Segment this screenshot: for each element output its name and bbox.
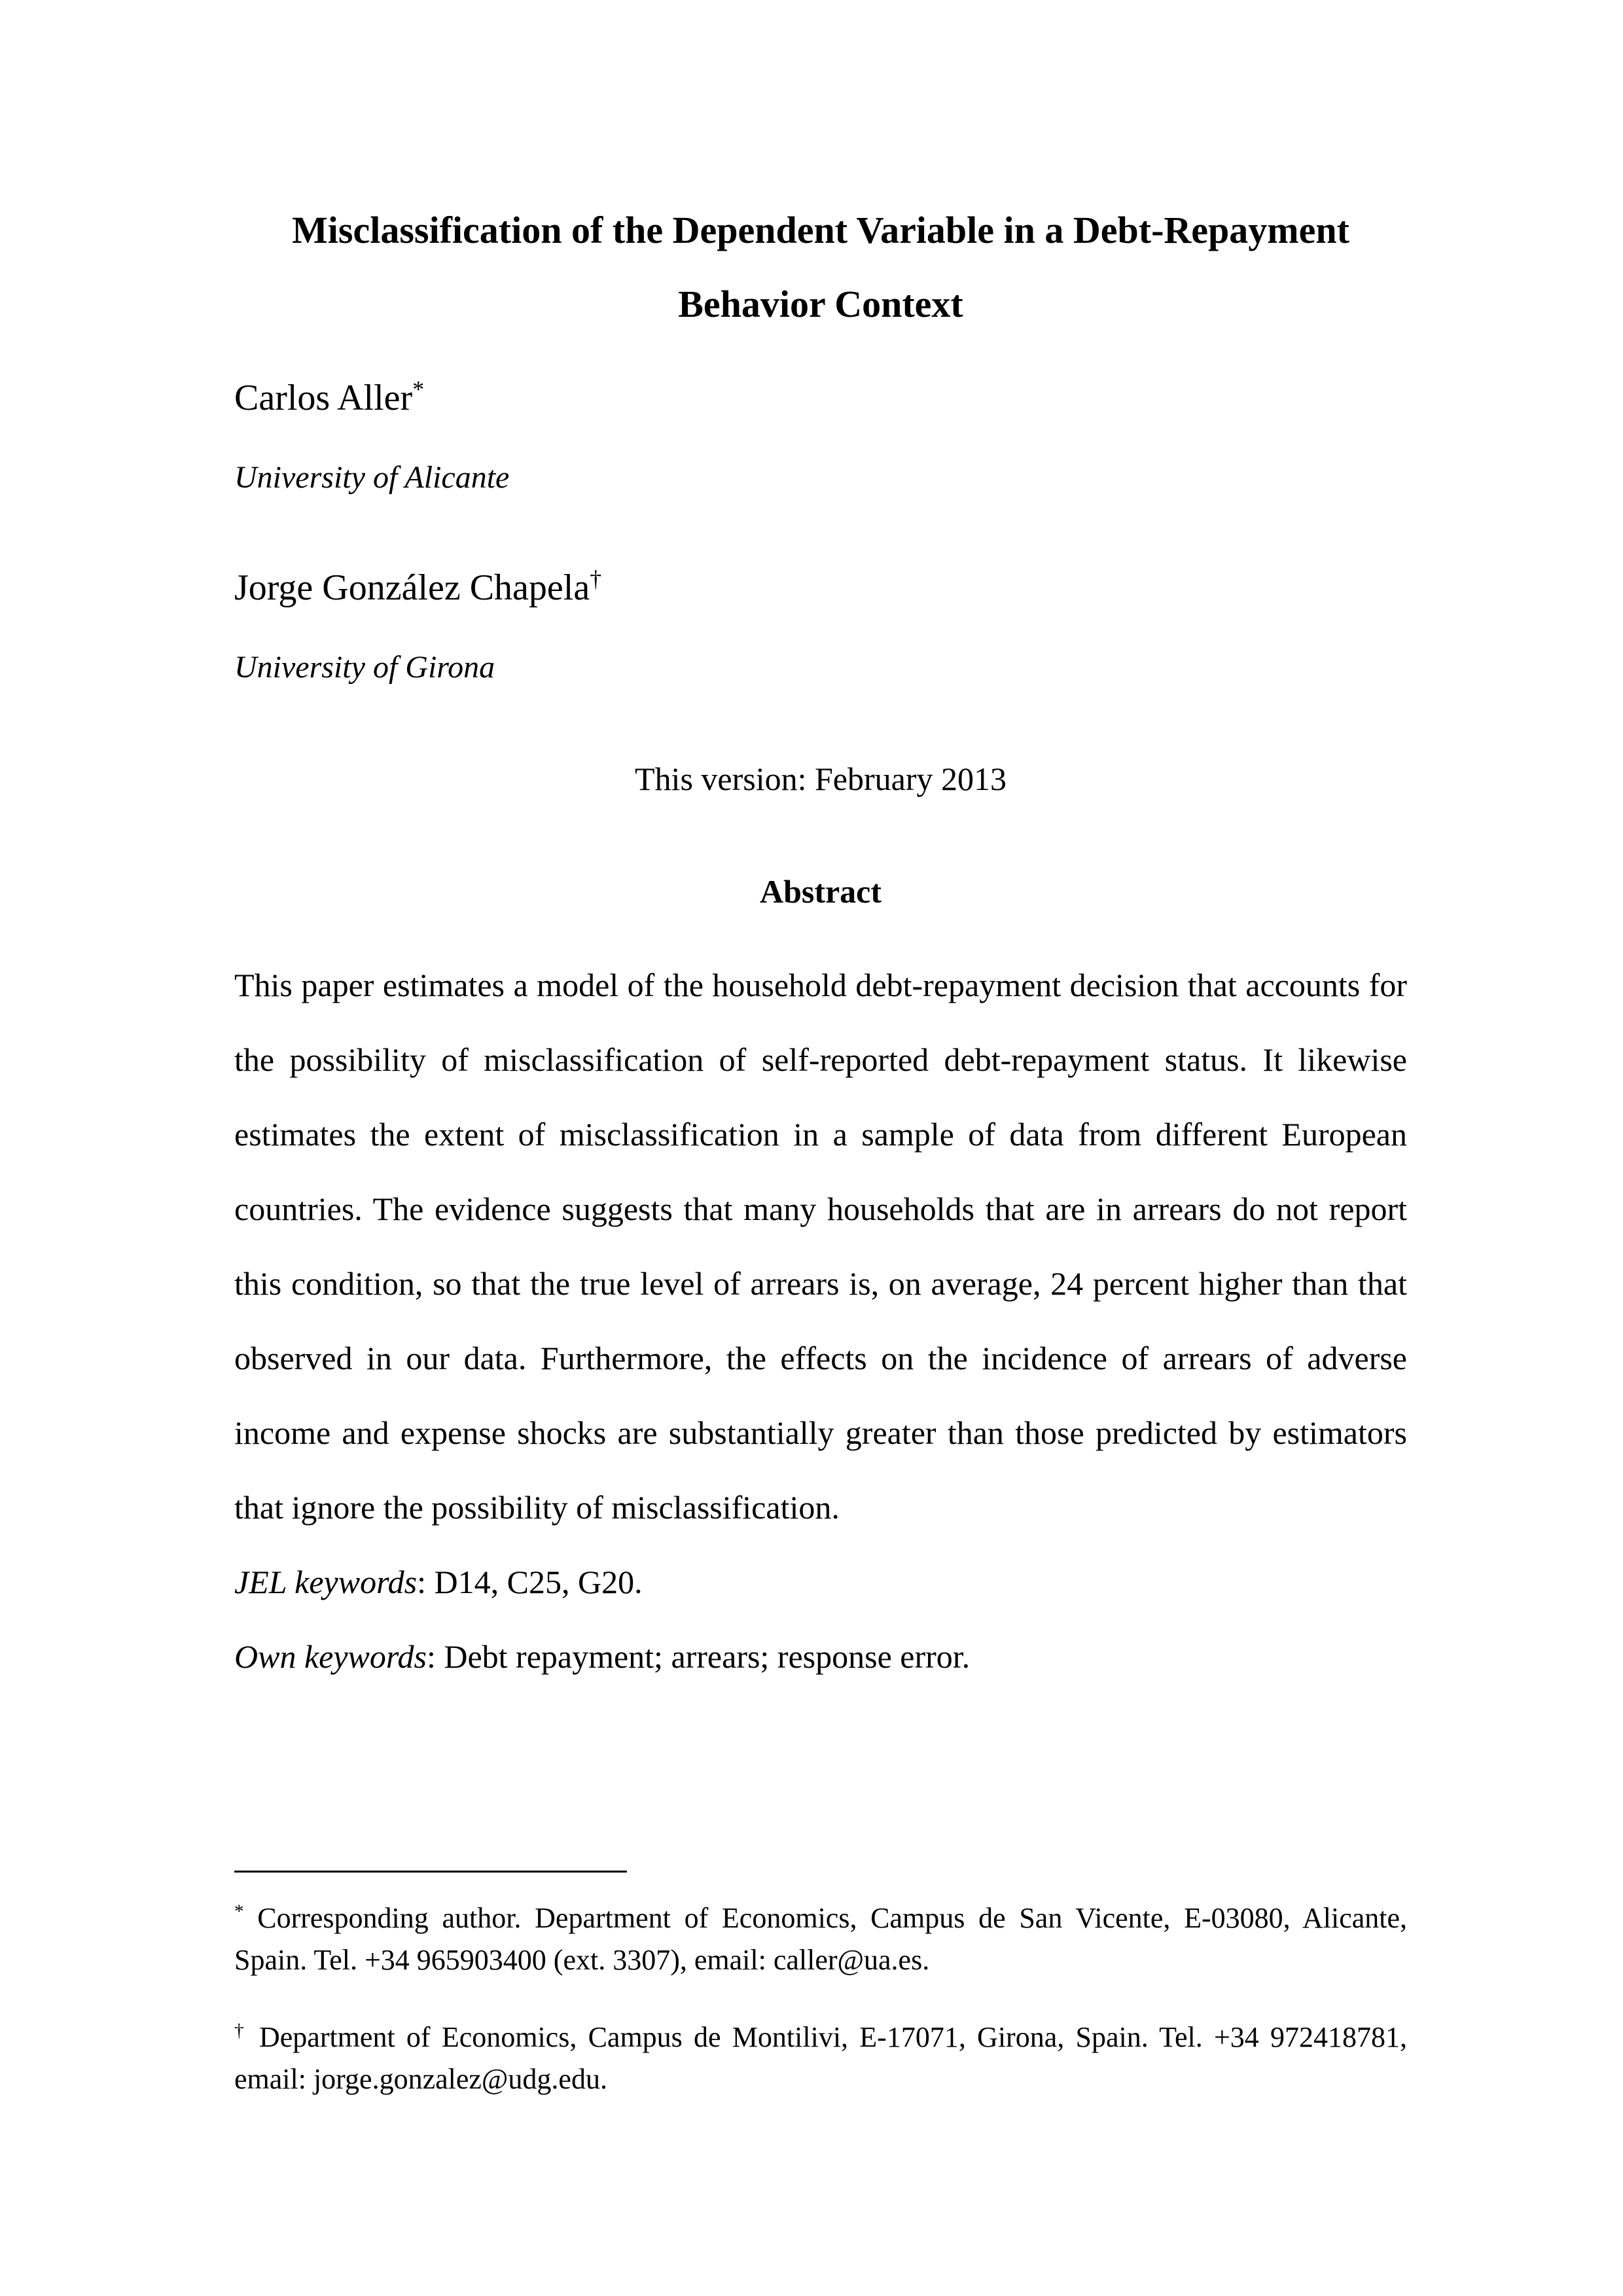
footnote-2 (234, 2017, 1407, 2100)
author-1-name (234, 375, 1407, 421)
footnote-2-marker: † (234, 2020, 248, 2041)
own-keywords-label: Own keywords (234, 1638, 427, 1676)
own-keywords-line (234, 1619, 1407, 1694)
author-2-name-text: Jorge González Chapela (234, 567, 590, 608)
footnote-1-marker: * (234, 1901, 244, 1922)
paper-title (234, 193, 1407, 341)
abstract-text: This paper estimates a model of the household debt-repayment decision that accounts for the possibility of misclassification of self-reported debt-repayment status. It likewise estimates the extent of misclassification in a sample of data from different European countries. The evidence suggests that many households that are in arrears do not report this condition, so that the true level of arrears is, on average, 24 percent higher than that observed in our data. Furthermore, the effects on the incidence of arrears of adverse income and expense shocks are substantially greater than those predicted by estimators that ignore the possibility of misclassification. (234, 967, 1407, 1526)
footnote-1 (234, 1897, 1407, 1981)
footnote-1-text: Corresponding author. Department of Economics, Campus de San Vicente, E-03080, Alicante, Spain. Tel. +34 965903400 (ext. 3307), email: caller@ua.es. (234, 1902, 1408, 1976)
author-2-footnote-marker: † (590, 565, 602, 592)
jel-keywords-line (234, 1545, 1407, 1619)
footnotes-section (234, 1871, 1407, 2136)
author-block-1 (234, 375, 1407, 497)
author-2-affiliation: University of Girona (234, 649, 495, 685)
paper-title-line1: Misclassification of the Dependent Variable in a Debt-Repayment (292, 209, 1349, 251)
author-block-2 (234, 565, 1407, 687)
jel-keywords-label: JEL keywords (234, 1564, 418, 1601)
abstract-heading: Abstract (759, 873, 882, 910)
author-2-name (234, 565, 1407, 611)
author-1-footnote-marker: * (412, 376, 425, 403)
jel-keywords-values: : D14, C25, G20. (417, 1564, 643, 1601)
paper-title-line2: Behavior Context (678, 283, 963, 325)
footnote-separator-rule (234, 1871, 627, 1873)
author-1-affiliation: University of Alicante (234, 460, 510, 495)
version-line: This version: February 2013 (635, 761, 1007, 798)
footnote-2-text: Department of Economics, Campus de Montilivi, E-17071, Girona, Spain. Tel. +34 972418781, email: jorge.gonzalez@udg.edu. (234, 2021, 1408, 2095)
own-keywords-values: : Debt repayment; arrears; response error. (426, 1638, 971, 1676)
author-1-name-text: Carlos Aller (234, 378, 413, 418)
